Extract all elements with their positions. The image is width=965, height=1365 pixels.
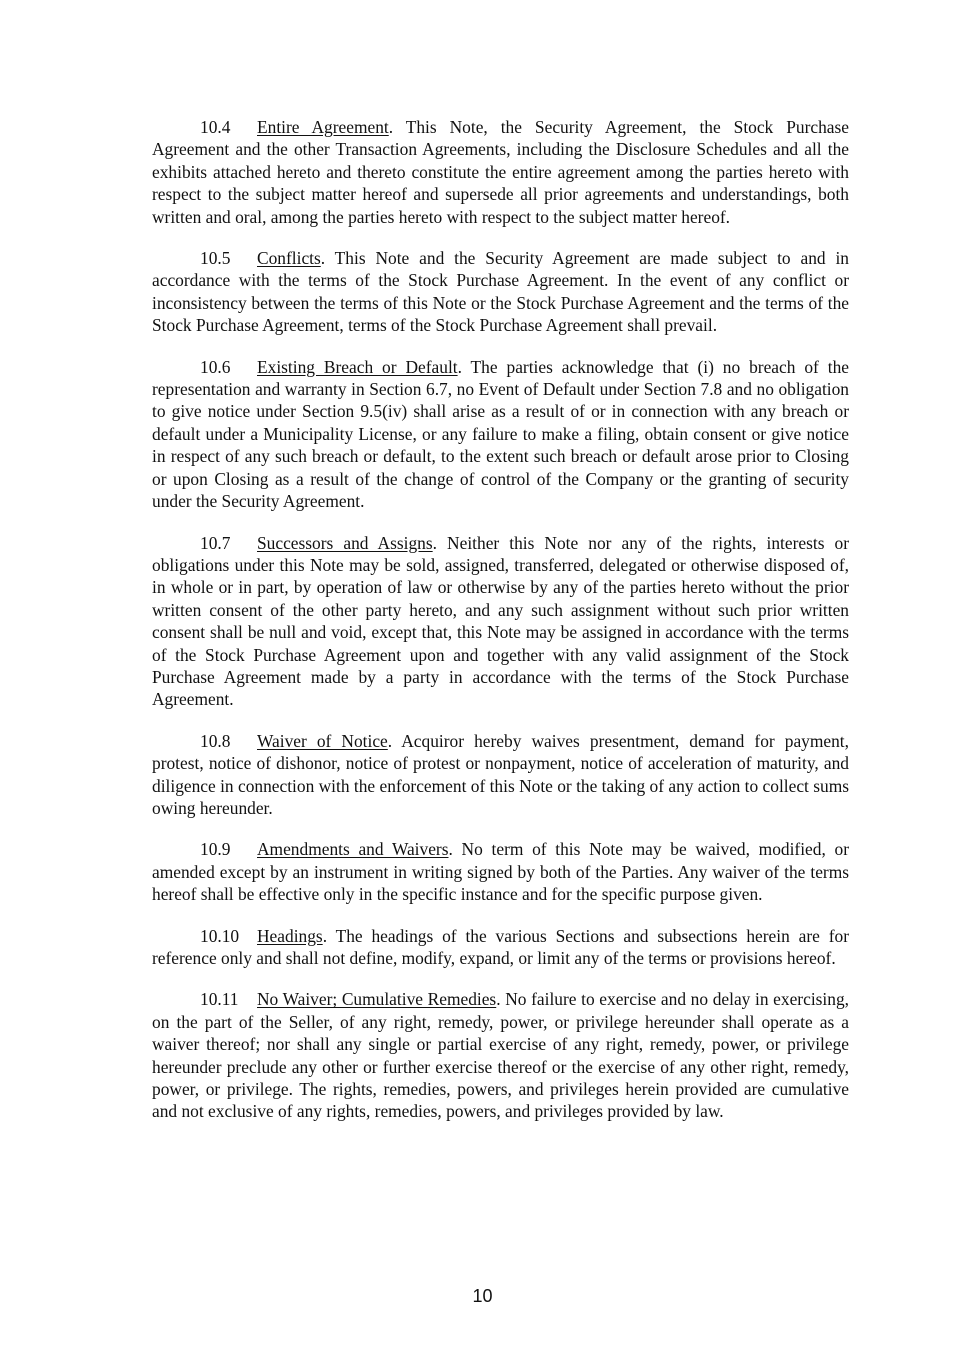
section-heading: Entire Agreement xyxy=(257,117,389,137)
section-10-11 xyxy=(152,988,849,1122)
section-10-4 xyxy=(152,116,849,228)
section-heading: Existing Breach or Default xyxy=(257,356,458,377)
section-10-7 xyxy=(152,532,849,711)
section-heading: Amendments and Waivers xyxy=(257,839,449,860)
section-number: 10.8 xyxy=(200,730,231,751)
section-text: . Acquiror hereby waives presentment, demand for payment, protest, notice of dishonor, notice of protest or nonpayment, notice of acceleration of maturity, and diligence in connection with the enforcement of this Note or the taking of any action to collect sums owing hereunder. xyxy=(152,730,849,818)
section-number: 10.11 xyxy=(200,989,239,1010)
section-text: . No term of this Note may be waived, modified, or amended except by an instrument in writing signed by both of the Parties. Any waiver of the terms hereof shall be effective only in the specific instance and for the specific purpose given. xyxy=(152,839,849,905)
section-heading: Successors and Assigns xyxy=(257,532,433,553)
section-number: 10.7 xyxy=(200,532,231,553)
section-number: 10.4 xyxy=(200,117,231,137)
section-number: 10.10 xyxy=(200,925,240,946)
section-10-5 xyxy=(152,247,849,337)
section-heading: Waiver of Notice xyxy=(257,730,388,751)
section-heading: No Waiver; Cumulative Remedies xyxy=(257,989,497,1010)
section-10-10 xyxy=(152,925,849,970)
document-body xyxy=(152,116,849,1142)
section-text: . The headings of the various Sections and subsections herein are for reference only and shall not define, modify, expand, or limit any of the terms or provisions hereof. xyxy=(152,925,849,968)
section-text: . This Note, the Security Agreement, the Stock Purchase Agreement and the other Transaction Agreements, including the Disclosure Schedules and all the exhibits attached hereto and thereto constitute the entire agreement among the parties hereto with respect to the subject matter hereof and supersede all prior agreements and understandings, both written and oral, among the parties hereto with respect to the subject matter hereof. xyxy=(152,117,849,227)
section-number: 10.6 xyxy=(200,356,231,377)
section-10-9 xyxy=(152,838,849,905)
section-text: . No failure to exercise and no delay in exercising, on the part of the Seller, of any right, remedy, power, or privilege hereunder shall operate as a waiver thereof; nor shall any single or partial exercise of any right, remedy, power, or privilege hereunder preclude any other or further exercise thereof or the exercise of any other right, remedy, power, or privilege. The rights, remedies, powers, and privileges herein provided are cumulative and not exclusive of any rights, remedies, powers, and privileges provided by law. xyxy=(152,989,849,1122)
section-number: 10.9 xyxy=(200,839,231,860)
section-text: . Neither this Note nor any of the rights, interests or obligations under this Note may be sold, assigned, transferred, delegated or otherwise disposed of, in whole or in part, by operation of law or otherwise by any of the parties hereto without the prior written consent of the other party hereto, and any such assignment without such prior written consent shall be null and void, except that, this Note may be assigned in accordance with the terms of the Stock Purchase Agreement upon and together with any valid assignment of the Stock Purchase Agreement made by a party in accordance with the terms of the Stock Purchase Agreement. xyxy=(152,532,850,710)
section-number: 10.5 xyxy=(200,248,231,269)
section-text: . This Note and the Security Agreement are made subject to and in accordance with the terms of the Stock Purchase Agreement. In the event of any conflict or inconsistency between the terms of this Note or the Stock Purchase Agreement and the terms of the Stock Purchase Agreement, terms of the Stock Purchase Agreement shall prevail. xyxy=(152,248,849,336)
section-heading: Conflicts xyxy=(257,248,321,269)
page-number: 10 xyxy=(472,1286,493,1306)
section-10-6 xyxy=(152,356,849,513)
section-heading: Headings xyxy=(257,925,323,946)
section-10-8 xyxy=(152,730,849,820)
section-text: . The parties acknowledge that (i) no breach of the representation and warranty in Section 6.7, no Event of Default under Section 7.8 and no obligation to give notice under Section 9.5(iv) shall arise as a result of or in connection with any breach or default under a Municipality License, or any failure to make a filing, obtain consent or give notice in respect of any such breach or default, to the extent such breach or default arose prior to Closing or upon Closing as a result of the change of control of the Company or the granting of security under the Security Agreement. xyxy=(152,356,850,512)
